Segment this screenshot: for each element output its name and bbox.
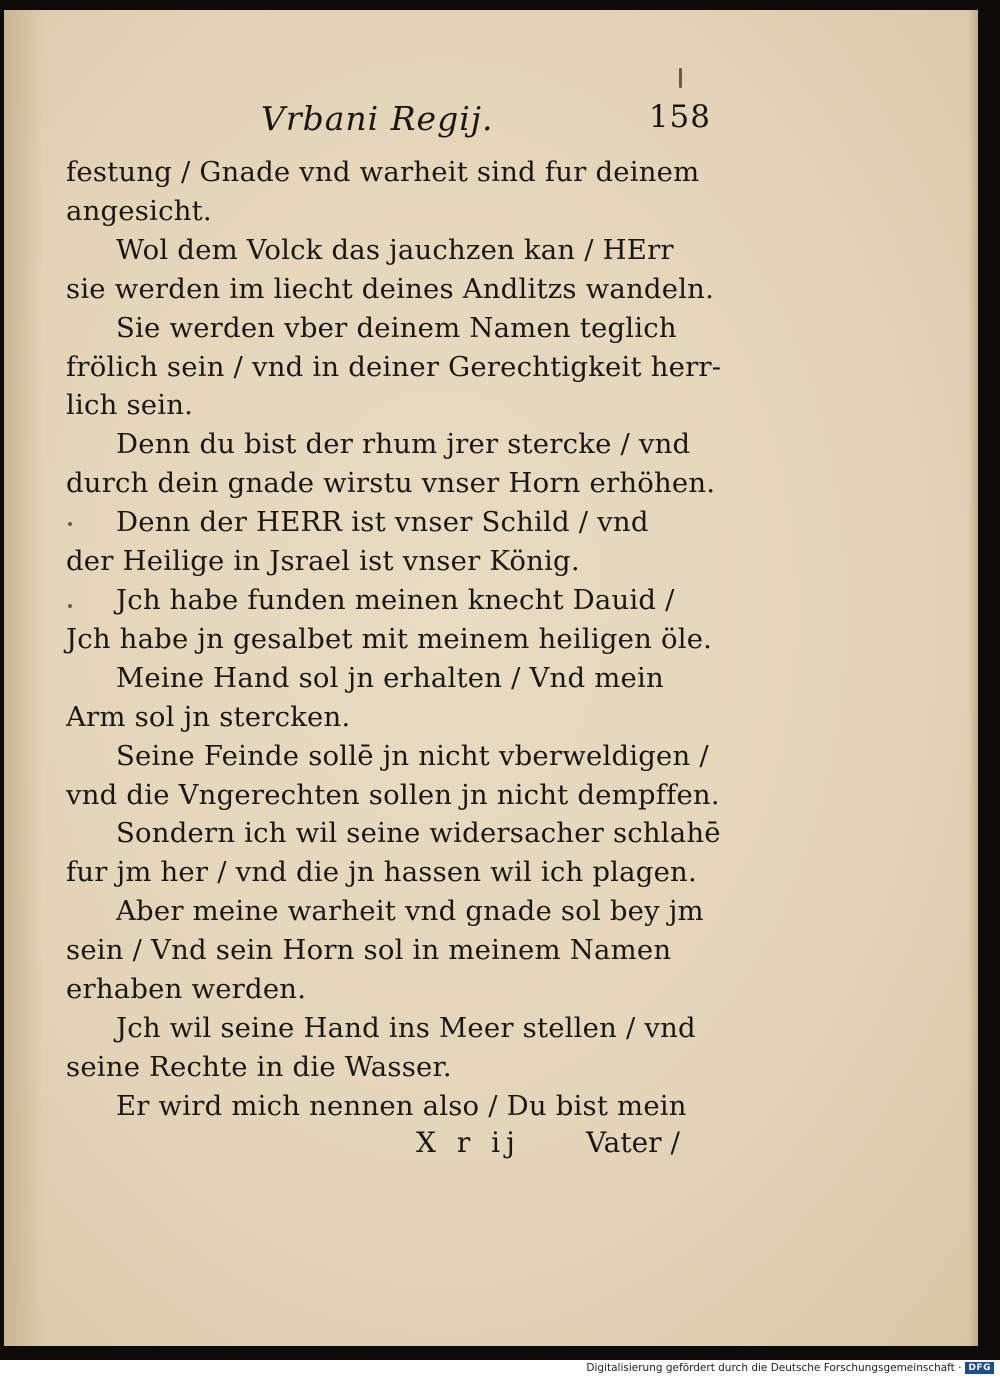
- digitization-credit: [586, 1360, 994, 1376]
- text-line: Arm sol jn stercken.: [66, 700, 351, 733]
- text-line: Sondern ich wil seine widersacher schlahē: [116, 817, 721, 850]
- text-line: Meine Hand sol jn erhalten / Vnd mein: [116, 661, 664, 694]
- text-line: Denn du bist der rhum jrer stercke / vnd: [116, 428, 691, 461]
- text-line: Aber meine warheit vnd gnade sol bey jm: [116, 895, 704, 928]
- text-line: Seine Feinde sollē jn nicht vberweldigen /: [116, 739, 709, 772]
- ink-mark: [679, 68, 682, 88]
- text-line: Wol dem Volck das jauchzen kan / HErr: [116, 233, 674, 266]
- catch-line: [66, 1126, 706, 1166]
- book-page: [4, 10, 978, 1346]
- text-line: erhaben werden.: [66, 973, 307, 1006]
- text-line: fur jm her / vnd die jn hassen wil ich plagen.: [66, 856, 697, 889]
- text-line: sie werden im liecht deines Andlitzs wandeln.: [66, 272, 715, 305]
- text-line: Jch habe funden meinen knecht Dauid /: [116, 583, 675, 616]
- page-edge-shadow: [968, 10, 978, 1346]
- text-line: Er wird mich nennen also / Du bist mein: [116, 1089, 687, 1122]
- page-number: 158: [648, 99, 711, 135]
- text-line: seine Rechte in die Wasser.: [66, 1050, 452, 1083]
- page-gutter-shadow: [4, 10, 44, 1346]
- text-line: angesicht.: [66, 194, 212, 227]
- text-line: Denn der HERR ist vnser Schild / vnd: [116, 506, 649, 539]
- text-line: lich sein.: [66, 389, 194, 422]
- catchword: Vater /: [586, 1125, 680, 1159]
- text-line: Jch wil seine Hand ins Meer stellen / vnd: [116, 1011, 696, 1044]
- text-line: Jch habe jn gesalbet mit meinem heiligen öle.: [66, 622, 713, 655]
- text-block: [66, 95, 722, 1166]
- text-line: der Heilige in Jsrael ist vnser König.: [66, 545, 580, 578]
- text-line: festung / Gnade vnd warheit sind fur deinem: [66, 156, 700, 188]
- dfg-logo: DFG: [965, 1362, 994, 1374]
- text-line: Sie werden vber deinem Namen teglich: [116, 311, 677, 344]
- text-line: durch dein gnade wirstu vnser Horn erhöhen.: [66, 467, 716, 500]
- text-line: frölich sein / vnd in deiner Gerechtigkeit herr-: [66, 350, 722, 383]
- credit-text: Digitalisierung gefördert durch die Deutsche Forschungsgemeinschaft ·: [586, 1362, 962, 1374]
- text-line: vnd die Vngerechten sollen jn nicht dempffen.: [66, 778, 720, 811]
- running-head-title: Vrbani Regij.: [261, 99, 494, 138]
- signature-mark: X r ij: [416, 1125, 521, 1159]
- running-head: [66, 95, 711, 153]
- text-line: sein / Vnd sein Horn sol in meinem Namen: [66, 934, 672, 967]
